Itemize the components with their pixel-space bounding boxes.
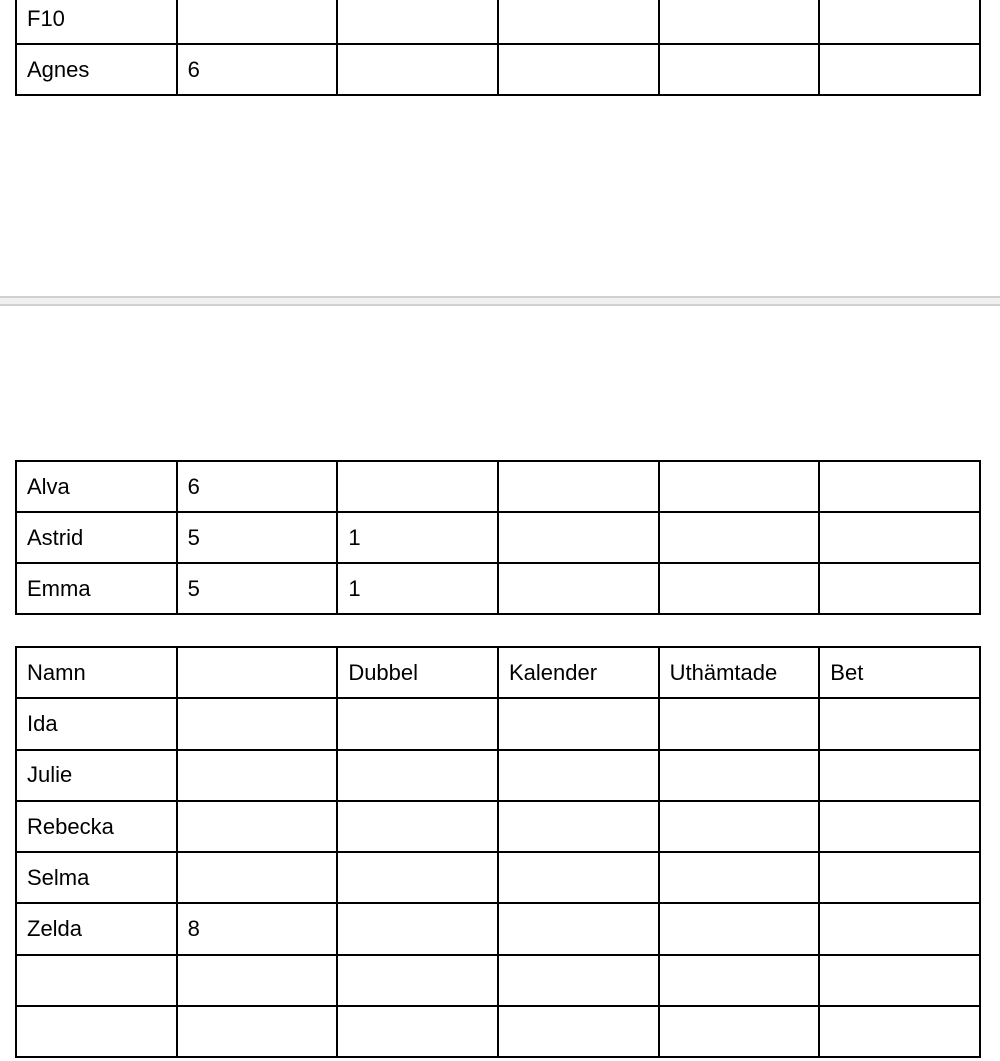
table-cell [498,698,659,749]
table-cell [337,461,498,512]
table-row [16,750,980,801]
table-cell [337,903,498,954]
table-cell [819,44,980,95]
table-cell [659,750,820,801]
table-cell: 5 [177,512,338,563]
table-row [16,512,980,563]
table-cell [659,44,820,95]
table-cell [498,750,659,801]
table-row [16,461,980,512]
table-cell [177,1006,338,1057]
table-cell [819,801,980,852]
table-cell [659,698,820,749]
table-cell [659,955,820,1006]
table-row [16,563,980,614]
table-cell [337,750,498,801]
table-row [16,698,980,749]
table-cell: Astrid [16,512,177,563]
table-cell [498,512,659,563]
header-cell-kalender: Kalender [498,647,659,698]
table-cell [498,903,659,954]
header-cell-uthamtade: Uthämtade [659,647,820,698]
middle-table [15,460,981,615]
table-cell [498,563,659,614]
table-cell [498,852,659,903]
table-cell [498,461,659,512]
table-cell: 6 [177,461,338,512]
header-cell-namn: Namn [16,647,177,698]
header-cell-dubbel: Dubbel [337,647,498,698]
table-row [16,852,980,903]
table-cell: Selma [16,852,177,903]
table-cell [337,852,498,903]
bottom-table [15,646,981,1058]
table-cell [659,0,820,44]
top-table [15,0,981,96]
table-cell [498,801,659,852]
table-cell [498,44,659,95]
table-cell [337,801,498,852]
table-cell [819,461,980,512]
table-cell [337,0,498,44]
header-cell [177,647,338,698]
table-cell: Rebecka [16,801,177,852]
table-cell: F10 [16,0,177,44]
table-row [16,0,980,44]
table-cell [177,0,338,44]
table-cell [337,698,498,749]
table-cell [177,852,338,903]
table-cell [177,698,338,749]
table-cell [819,955,980,1006]
table-header-row [16,647,980,698]
table-cell [819,852,980,903]
table-cell [819,512,980,563]
table-cell [659,801,820,852]
table-row [16,903,980,954]
table-cell [819,750,980,801]
table-cell: Emma [16,563,177,614]
table-cell [177,750,338,801]
table-cell [498,955,659,1006]
table-cell [819,903,980,954]
table-row [16,955,980,1006]
table-cell [16,1006,177,1057]
table-cell: 8 [177,903,338,954]
table-cell [659,563,820,614]
table-row [16,44,980,95]
table-cell [819,563,980,614]
table-cell [16,955,177,1006]
table-row [16,801,980,852]
table-cell: Zelda [16,903,177,954]
table-cell: 5 [177,563,338,614]
page-break-divider [0,296,1000,306]
table-cell: 6 [177,44,338,95]
table-cell [498,0,659,44]
table-row [16,1006,980,1057]
table-cell: 1 [337,512,498,563]
table-cell [177,955,338,1006]
table-cell [498,1006,659,1057]
table-cell: 1 [337,563,498,614]
table-cell: Agnes [16,44,177,95]
table-cell: Alva [16,461,177,512]
table-cell [337,955,498,1006]
table-cell: Ida [16,698,177,749]
table-cell: Julie [16,750,177,801]
table-cell [177,801,338,852]
table-cell [819,1006,980,1057]
table-cell [337,44,498,95]
header-cell-bet: Bet [819,647,980,698]
table-cell [659,1006,820,1057]
table-cell [659,461,820,512]
table-cell [819,698,980,749]
table-cell [659,512,820,563]
table-cell [659,852,820,903]
table-cell [819,0,980,44]
table-cell [337,1006,498,1057]
table-cell [659,903,820,954]
